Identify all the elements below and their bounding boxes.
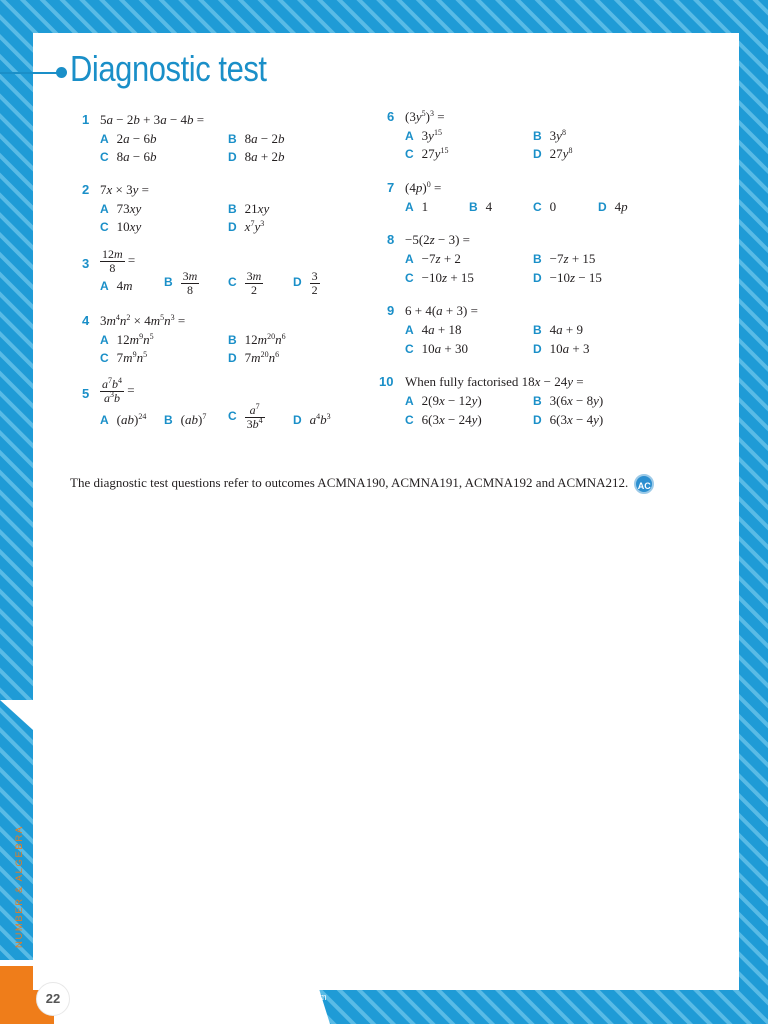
option-c[interactable]: C 6(3x − 24y) (405, 412, 482, 427)
question-number: 2 (82, 182, 90, 197)
question-number: 9 (387, 303, 395, 318)
question-number: 4 (82, 313, 90, 328)
option-a[interactable]: A −7z + 2 (405, 251, 461, 266)
option-d[interactable]: D 4p (598, 199, 628, 214)
option-d[interactable]: D $27y^8$ (533, 146, 573, 161)
option-b[interactable]: B −7z + 15 (533, 251, 596, 266)
option-d[interactable]: D $a^4b^3$ (293, 412, 331, 427)
content-panel (33, 33, 739, 990)
option-d[interactable]: D 10a + 3 (533, 341, 590, 356)
option-c[interactable]: C 10xy (100, 219, 142, 234)
option-a[interactable]: A 2(9x − 12y) (405, 393, 482, 408)
question-stem: 6 + 4(a + 3) = (405, 303, 478, 318)
question-number: 7 (387, 180, 395, 195)
option-c[interactable]: C $27y^{15}$ (405, 146, 449, 161)
outcomes-note (70, 474, 654, 494)
question-number: 6 (387, 109, 395, 124)
option-c[interactable]: C $\frac{3m}{2}$ (228, 269, 262, 297)
book-title: Insight Mathematics 10 stages 5.2/5.3 (88, 992, 241, 1003)
option-b[interactable]: B $3y^8$ (533, 128, 566, 143)
question-stem: $\frac{a^7b^4}{a^3b}$ = (102, 376, 135, 405)
option-b[interactable]: B (ab)$^7$ (164, 412, 207, 427)
option-c[interactable]: C 0 (533, 199, 557, 214)
option-d[interactable]: D $x^7y^3$ (228, 219, 265, 234)
question-number: 3 (82, 256, 90, 271)
option-d[interactable]: D −10z − 15 (533, 270, 602, 285)
australian-curriculum-icon: AC (634, 474, 654, 494)
footer-book-title (88, 992, 327, 1003)
title-bullet-dot (56, 67, 67, 78)
page-title: Diagnostic test (70, 48, 267, 89)
question-number: 8 (387, 232, 395, 247)
option-b[interactable]: B 8a − 2b (228, 131, 285, 146)
option-a[interactable]: A 4a + 18 (405, 322, 462, 337)
option-a[interactable]: A 1 (405, 199, 429, 214)
option-b[interactable]: B $\frac{3m}{8}$ (164, 269, 198, 297)
option-b[interactable]: B 3(6x − 8y) (533, 393, 604, 408)
option-d[interactable]: D 8a + 2b (228, 149, 285, 164)
curriculum-label: Australian Curriculum (244, 992, 327, 1003)
option-a[interactable]: A 4m (100, 278, 133, 293)
option-d[interactable]: D $\frac{3}{2}$ (293, 269, 318, 297)
question-stem: $\frac{12m}{8}$ = (102, 247, 136, 275)
question-number: 10 (379, 374, 394, 389)
question-stem: $(4p)^0$ = (405, 180, 442, 195)
option-b[interactable]: B $12m^{20}n^6$ (228, 332, 286, 347)
option-d[interactable]: D $7m^{20}n^6$ (228, 350, 280, 365)
option-a[interactable]: A $12m^9n^5$ (100, 332, 154, 347)
option-c[interactable]: C 8a − 6b (100, 149, 157, 164)
outcomes-text: The diagnostic test questions refer to outcomes ACMNA190, ACMNA191, ACMNA192 and ACMNA212. (70, 474, 629, 490)
option-a[interactable]: A (ab)$^{24}$ (100, 412, 147, 427)
question-stem: When fully factorised 18x − 24y = (405, 374, 584, 389)
question-stem: −5(2z − 3) = (405, 232, 470, 247)
option-c[interactable]: C $7m^9n^5$ (100, 350, 148, 365)
option-a[interactable]: A 2a − 6b (100, 131, 157, 146)
option-b[interactable]: B 4a + 9 (533, 322, 584, 337)
question-number: 5 (82, 386, 90, 401)
panel-fold-corner (0, 700, 33, 730)
question-stem: $(3y^5)^3$ = (405, 109, 445, 124)
question-stem: 7x × 3y = (100, 182, 149, 197)
strand-label: NUMBER & ALGEBRA (14, 825, 25, 948)
question-stem: 5a − 2b + 3a − 4b = (100, 112, 205, 127)
option-c[interactable]: C $\frac{a^7}{3b^4}$ (228, 402, 263, 431)
question-stem: $3m^4n^2 \times 4m^5n^3$ = (100, 313, 186, 328)
option-b[interactable]: B 4 (469, 199, 493, 214)
option-c[interactable]: C 10a + 30 (405, 341, 469, 356)
option-d[interactable]: D 6(3x − 4y) (533, 412, 604, 427)
title-rule (0, 72, 60, 74)
page-number: 22 (36, 982, 70, 1016)
option-a[interactable]: A 73xy (100, 201, 142, 216)
option-a[interactable]: A $3y^{15}$ (405, 128, 442, 143)
question-number: 1 (82, 112, 90, 127)
option-c[interactable]: C −10z + 15 (405, 270, 474, 285)
option-b[interactable]: B 21xy (228, 201, 270, 216)
